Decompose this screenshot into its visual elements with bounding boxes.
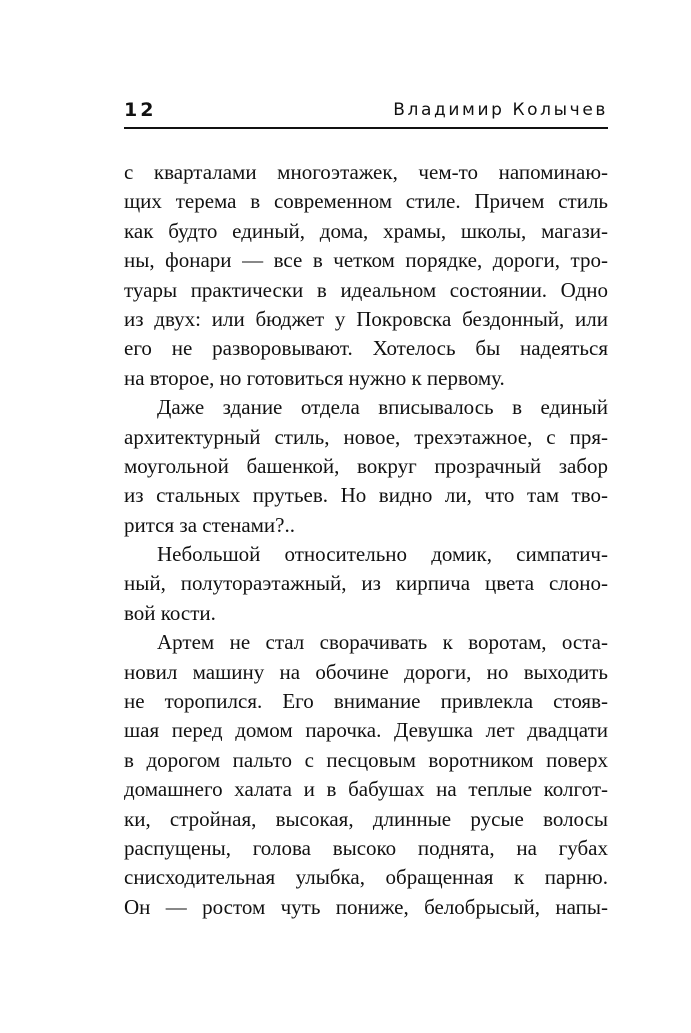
text-line: как будто единый, дома, храмы, школы, магази- [124,218,608,243]
text-line: домашнего халата и в бабушах на теплые колгот- [124,777,608,802]
author-name: Владимир Колычев [393,100,608,120]
text-line: из стальных прутьев. Но видно ли, что там тво- [124,483,608,508]
text-line: моугольной башенкой, вокруг прозрачный забор [124,453,608,478]
text-line: его не разворовывают. Хотелось бы надеяться [124,336,608,361]
text-line: шая перед домом парочка. Девушка лет двадцати [124,718,608,743]
text-line: вой кости. [124,600,216,625]
text-line: распущены, голова высоко поднята, на губах [124,835,608,860]
text-line: рится за стенами?.. [124,512,295,537]
paragraph [124,393,608,540]
text-line: архитектурный стиль, новое, трехэтажное, с пря- [124,424,608,449]
text-line: Даже здание отдела вписывалось в единый [157,395,608,420]
text-line: новил машину на обочине дороги, но выходить [124,659,608,684]
text-line: не торопился. Его внимание привлекла стояв- [124,689,608,714]
page-number: 12 [124,99,157,121]
text-line: ны, фонари — все в четком порядке, дороги, тро- [124,248,608,273]
text-line: снисходительная улыбка, обращенная к парню. [124,865,608,890]
text-line: Артем не стал сворачивать к воротам, оста- [157,630,608,655]
paragraph [124,628,608,922]
text-line: с кварталами многоэтажек, чем-то напоминаю- [124,160,608,184]
paragraph [124,540,608,628]
text-line: ный, полутораэтажный, из кирпича цвета слоно- [124,571,608,596]
paragraph [124,158,608,393]
text-line: на второе, но готовиться нужно к первому. [124,365,505,390]
text-line: Он — ростом чуть пониже, белобрысый, напы- [124,894,608,919]
running-header [124,97,608,129]
body-text [124,158,608,922]
text-line: ки, стройная, высокая, длинные русые волосы [124,806,608,831]
text-line: из двух: или бюджет у Покровска бездонный, или [124,306,608,331]
text-line: Небольшой относительно домик, симпатич- [157,542,608,567]
text-line: щих терема в современном стиле. Причем стиль [124,189,608,214]
text-line: в дорогом пальто с песцовым воротником поверх [124,747,608,772]
text-line: туары практически в идеальном состоянии. Одно [124,277,608,302]
